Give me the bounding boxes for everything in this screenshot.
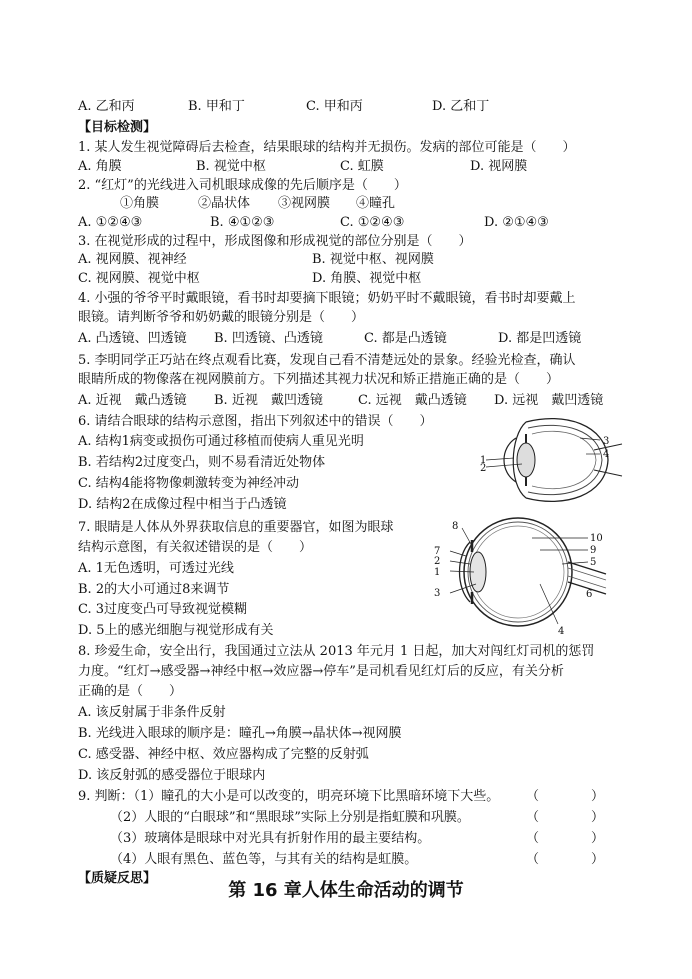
q4-option-b: B. 凹透镜、凸透镜 — [214, 331, 323, 346]
q3-option-d: D. 角膜、视觉中枢 — [312, 271, 422, 286]
top-option-b: B. 甲和丁 — [188, 99, 245, 114]
fig6-label-1: 1 — [480, 455, 487, 466]
q9-blank-3: （ ） — [526, 831, 605, 846]
q5-option-d: D. 远视 戴凹透镜 — [494, 393, 604, 408]
q3-option-c: C. 视网膜、视觉中枢 — [78, 271, 200, 286]
section-reflect-heading: 【质疑反思】 — [78, 871, 157, 886]
q2-option-d: D. ②①④③ — [484, 215, 549, 230]
q4-option-c: C. 都是凸透镜 — [364, 331, 447, 346]
q7-option-b: B. 2的大小可通过8来调节 — [78, 582, 230, 597]
q7-option-c: C. 3过度变凸可导致视觉模糊 — [78, 602, 248, 617]
q9-item-4: （4）人眼有黑色、蓝色等，与其有关的结构是虹膜。 — [110, 852, 418, 867]
q3-option-a: A. 视网膜、视神经 — [78, 252, 187, 267]
fig7-label-10: 10 — [590, 533, 603, 544]
q6-option-d: D. 结构2在成像过程中相当于凸透镜 — [78, 497, 287, 512]
q6-option-b: B. 若结构2过度变凸，则不易看清近处物体 — [78, 455, 326, 470]
q9-item-2: （2）人眼的“白眼球”和“黑眼球”实际上分别是指虹膜和巩膜。 — [110, 810, 470, 825]
q6-option-c: C. 结构4能将物像刺激转变为神经冲动 — [78, 476, 300, 491]
section-goal-heading: 【目标检测】 — [78, 120, 157, 135]
q2-item-4: ④瞳孔 — [356, 196, 396, 211]
q1-stem: 1. 某人发生视觉障碍后去检查，结果眼球的结构并无损伤。发病的部位可能是（ ） — [78, 140, 576, 155]
q5-option-b: B. 近视 戴凹透镜 — [214, 393, 323, 408]
q4-stem-line2: 眼镜。请判断爷爷和奶奶戴的眼镜分别是（ ） — [78, 310, 365, 325]
q3-option-b: B. 视觉中枢、视网膜 — [312, 252, 434, 267]
q1-option-c: C. 虹膜 — [340, 159, 384, 174]
q8-option-d: D. 该反射弧的感受器位于眼球内 — [78, 768, 266, 783]
top-option-c: C. 甲和丙 — [306, 99, 363, 114]
q9-blank-1: （ ） — [526, 789, 605, 804]
fig7-label-8: 8 — [452, 521, 459, 532]
q6-option-a: A. 结构1病变或损伤可通过移植而使病人重见光明 — [78, 434, 364, 449]
fig7-label-7: 7 — [434, 546, 441, 557]
q6-stem: 6. 请结合眼球的结构示意图，指出下列叙述中的错误（ ） — [78, 414, 433, 429]
q2-option-c: C. ①②④③ — [340, 215, 405, 230]
q2-option-b: B. ④①②③ — [210, 215, 275, 230]
eye-diagram-q6 — [476, 414, 624, 506]
q2-item-1: ①角膜 — [120, 196, 160, 211]
q8-option-a: A. 该反射属于非条件反射 — [78, 705, 226, 720]
q5-stem-line1: 5. 李明同学正巧站在终点观看比赛，发现自己看不清楚远处的景象。经验光检查，确认 — [78, 353, 576, 368]
q5-stem-line2: 眼睛所成的物像落在视网膜前方。下列描述其视力状况和矫正措施正确的是（ ） — [78, 372, 560, 387]
fig6-label-3: 3 — [603, 436, 610, 447]
q4-option-a: A. 凸透镜、凹透镜 — [78, 331, 187, 346]
q5-option-c: C. 远视 戴凸透镜 — [358, 393, 467, 408]
top-option-d: D. 乙和丁 — [432, 99, 490, 114]
eye-diagram-q7 — [428, 512, 618, 638]
q7-stem-line2: 结构示意图，有关叙述错误的是（ ） — [78, 540, 313, 555]
q8-stem-line1: 8. 珍爱生命，安全出行，我国通过立法从 2013 年元月 1 日起，加大对闯红灯司机的惩罚 — [78, 644, 595, 659]
q2-stem: 2. “红灯”的光线进入司机眼球成像的先后顺序是（ ） — [78, 178, 407, 193]
q9-stem: 9. 判断：（1）瞳孔的大小是可以改变的，明亮环境下比黑暗环境下大些。 — [78, 789, 500, 804]
q4-stem-line1: 4. 小强的爷爷平时戴眼镜，看书时却要摘下眼镜；奶奶平时不戴眼镜，看书时却要戴上 — [78, 291, 576, 306]
q7-option-d: D. 5上的感光细胞与视觉形成有关 — [78, 623, 274, 638]
q2-item-2: ②晶状体 — [198, 196, 251, 211]
q1-option-b: B. 视觉中枢 — [196, 159, 266, 174]
q1-option-a: A. 角膜 — [78, 159, 122, 174]
q9-item-3: （3）玻璃体是眼球中对光具有折射作用的最主要结构。 — [110, 831, 431, 846]
q7-option-a: A. 1无色透明，可透过光线 — [78, 561, 234, 576]
fig7-label-2: 2 — [434, 556, 441, 567]
fig7-label-1: 1 — [434, 567, 441, 578]
q8-option-c: C. 感受器、神经中枢、效应器构成了完整的反射弧 — [78, 747, 369, 762]
q1-option-d: D. 视网膜 — [470, 159, 528, 174]
fig7-label-3: 3 — [434, 588, 441, 599]
fig7-label-5: 5 — [590, 557, 597, 568]
q9-blank-2: （ ） — [526, 810, 605, 825]
q7-stem-line1: 7. 眼睛是人体从外界获取信息的重要器官，如图为眼球 — [78, 520, 394, 535]
top-option-a: A. 乙和丙 — [78, 99, 135, 114]
fig6-label-4: 4 — [603, 449, 610, 460]
q9-blank-4: （ ） — [526, 852, 605, 867]
q3-stem: 3. 在视觉形成的过程中，形成图像和形成视觉的部位分别是（ ） — [78, 234, 472, 249]
fig7-label-4: 4 — [558, 626, 565, 637]
fig7-label-9: 9 — [590, 545, 597, 556]
q8-option-b: B. 光线进入眼球的顺序是：瞳孔→角膜→晶状体→视网膜 — [78, 726, 402, 741]
fig6-label-2: 2 — [480, 463, 487, 474]
q8-stem-line3: 正确的是（ ） — [78, 684, 183, 699]
q4-option-d: D. 都是凹透镜 — [498, 331, 582, 346]
fig7-label-6: 6 — [586, 589, 593, 600]
q5-option-a: A. 近视 戴凸透镜 — [78, 393, 187, 408]
q2-item-3: ③视网膜 — [278, 196, 331, 211]
chapter-title: 第 16 章人体生命活动的调节 — [228, 880, 464, 901]
q2-option-a: A. ①②④③ — [78, 215, 143, 230]
q8-stem-line2: 力度。“红灯→感受器→神经中枢→效应器→停车”是司机看见红灯后的反应，有关分析 — [78, 664, 564, 679]
